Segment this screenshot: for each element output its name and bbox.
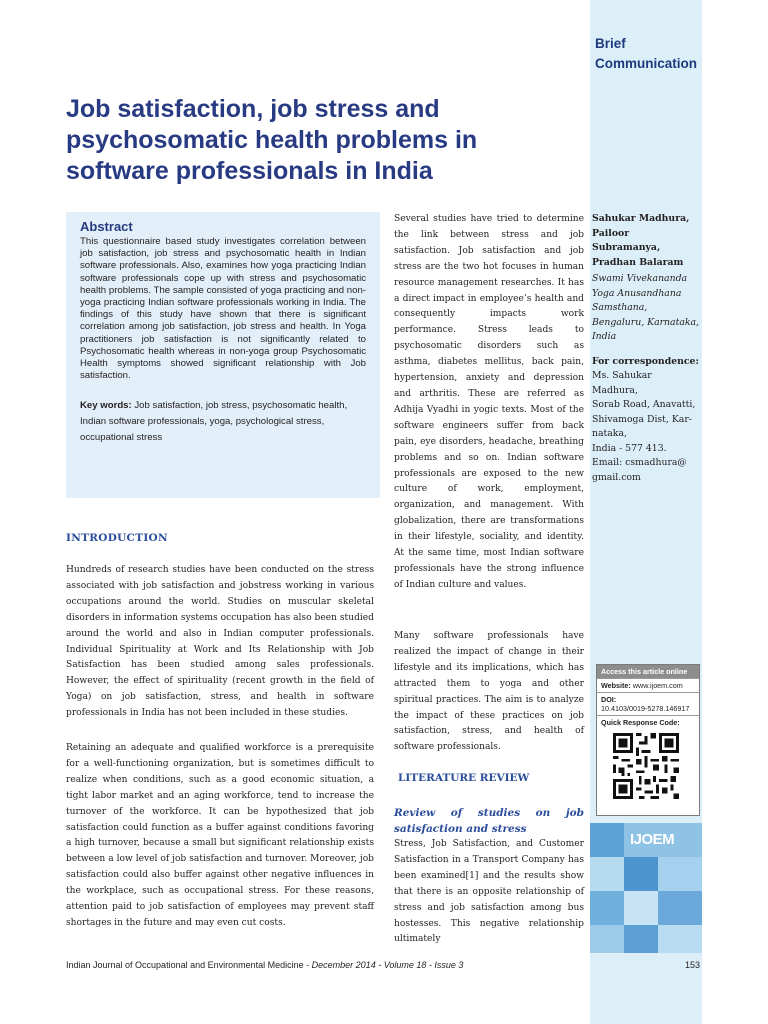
footer-journal <box>66 960 463 970</box>
page-number: 153 <box>684 960 700 970</box>
abstract-box <box>66 212 380 498</box>
correspondence-line: Ms. Sahukar Madhura, <box>592 370 652 396</box>
column2-paragraph-3: Stress, Job Satisfaction, and Customer Satisfaction in a Transport Company has been examined[1] and the results show that there is an opposite relationship of stress and job satisfaction among bus hostesses. This negative relationship ultimately <box>394 839 584 945</box>
section-label-line-2: Communication <box>595 56 698 71</box>
qr-label-row <box>597 715 699 729</box>
section-label-line-1: Brief <box>595 36 626 51</box>
doi-row[interactable] <box>597 692 699 715</box>
keywords <box>80 398 366 446</box>
journal-logo <box>590 823 702 953</box>
footer-journal-name: Indian Journal of Occupational and Environmental Medicine - <box>66 960 312 970</box>
title-line-2: psychosomatic health problems in <box>66 126 478 154</box>
doi-value[interactable]: 10.4103/0019-5278.146917 <box>601 704 690 713</box>
access-heading: Access this article online <box>597 665 699 678</box>
abstract-body: This questionnaire based study investigates correlation between job satisfaction, job stress and psychosomatic health in Indian software professionals. Also, examines how yoga practicing Indian software professionals cope up with stress and psychosomatic health problems. The sample consisted of yoga practicing and non-yoga practicing Indian software professionals working in India. The findings of this study have shown that there is significant correlation among job satisfaction, job stress and health. In Yoga practitioners job satisfaction is not significantly related to Psychosomatic health whereas in non-yoga group Psychosomatic Health symptoms showed significant relationship with Job satisfaction. <box>80 236 366 382</box>
page-footer <box>66 960 700 970</box>
doi-label: DOI: <box>601 695 617 704</box>
title-line-3: software professionals in India <box>66 157 433 185</box>
author-info <box>592 212 700 485</box>
qr-label: Quick Response Code: <box>601 718 680 727</box>
logo-text: IJOEM <box>630 831 675 848</box>
keywords-list: Job satisfaction, job stress, psychosomatic health, Indian software professionals, yoga, psychological stress, occupational stress <box>80 400 348 444</box>
qr-code-icon[interactable] <box>610 730 682 802</box>
correspondence-line: Sorab Road, Anavatti, <box>592 399 696 410</box>
article-title <box>66 94 566 187</box>
column2-paragraph-1: Several studies have tried to determine the link between stress and job satisfaction. Job satisfaction and job stress are the two hot focuses in human resource management researches. It has a direct impact in employee’s health and consequently impacts work performance. Stress leads to psychosomatic disorders such as asthma, diabetes mellitus, back pain, hypertension, anxiety and depression and arthritis. These are referred as Adhija Vyadhi in yogic texts. Most of the software engineers suffer from back pain, eye disorders, headache, breathing problems and so on. Indian software professionals are exposed to the new culture of work, employment, organization, and management. With globalization, there are transformations in their lifestyle, sociality, and identity. At the same time, most Indian software professionals have the strong influence of Indian culture and values. <box>394 214 584 590</box>
footer-issue: December 2014 - Volume 18 - Issue 3 <box>311 960 464 970</box>
author-names: Sahukar Madhura, Pailoor Subramanya, Pradhan Balaram <box>592 213 690 268</box>
review-subheading: Review of studies on job satisfaction and stress <box>394 807 584 835</box>
introduction-paragraph-1: Hundreds of research studies have been conducted on the stress associated with job satisfaction and jobstress working in various occupations around the world. Studies on muscular skeletal disorders in information systems occupation has also been studied around the world and also in Indian computer professionals. Individual Spirituality at Work and Its Relationship with Job Satisfaction has been studied among sales professionals. However, the effect of spirituality (recent growth in the field of Yoga) on job satisfaction, stress, and health in software professionals in India has not been included in these studies. <box>66 565 374 719</box>
column2-paragraph-2: Many software professionals have realized the impact of change in their lifestyle and its implications, which has attracted them to yoga and other spiritual practices. The aim is to analyze the impact of these practices on job satisfaction, stress, and health of software professionals. <box>394 631 584 753</box>
abstract-heading: Abstract <box>80 219 133 234</box>
correspondence-line: India - 577 413. <box>592 442 667 454</box>
correspondence-heading: For correspondence: <box>592 355 699 367</box>
correspondence-email[interactable] <box>592 456 700 485</box>
section-label <box>595 34 700 74</box>
website-link[interactable]: www.ijoem.com <box>630 681 683 690</box>
email-part-2[interactable]: gmail.com <box>592 471 641 483</box>
introduction-heading: INTRODUCTION <box>66 532 168 544</box>
author-affiliation: Swami Vivekananda Yoga Anusandhana Samsthana, Bengaluru, Karnataka, India <box>592 273 699 342</box>
website-row[interactable] <box>597 678 699 692</box>
keywords-label: Key words: <box>80 400 132 412</box>
correspondence-line: nataka, <box>592 428 627 439</box>
website-label: Website: <box>601 681 631 690</box>
introduction-paragraph-2: Retaining an adequate and qualified workforce is a prerequisite for a well-functioning organization, but is sometimes difficult to realize when conditions, such as a good economic situation, a tight labor market and an aging workforce, tend to increase the turnover of the workforce. It can be hypothesized that job satisfaction could function as a buffer against conditions favoring a high turnover, because a small but significant relationship exists between a low level of job satisfaction and turnover. Moreover, job satisfaction could also buffer against other negative influences in the workplace, such as occupational stress. For these reasons, attention paid to job satisfaction of employees may prevent staff shortages in the future and may even cut costs. <box>66 743 374 928</box>
email-part-1[interactable]: Email: csmadhura@ <box>592 457 687 468</box>
literature-review-heading: LITERATURE REVIEW <box>398 772 530 784</box>
correspondence-line: Shivamoga Dist, Kar- <box>592 413 692 425</box>
title-line-1: Job satisfaction, job stress and <box>66 95 440 123</box>
